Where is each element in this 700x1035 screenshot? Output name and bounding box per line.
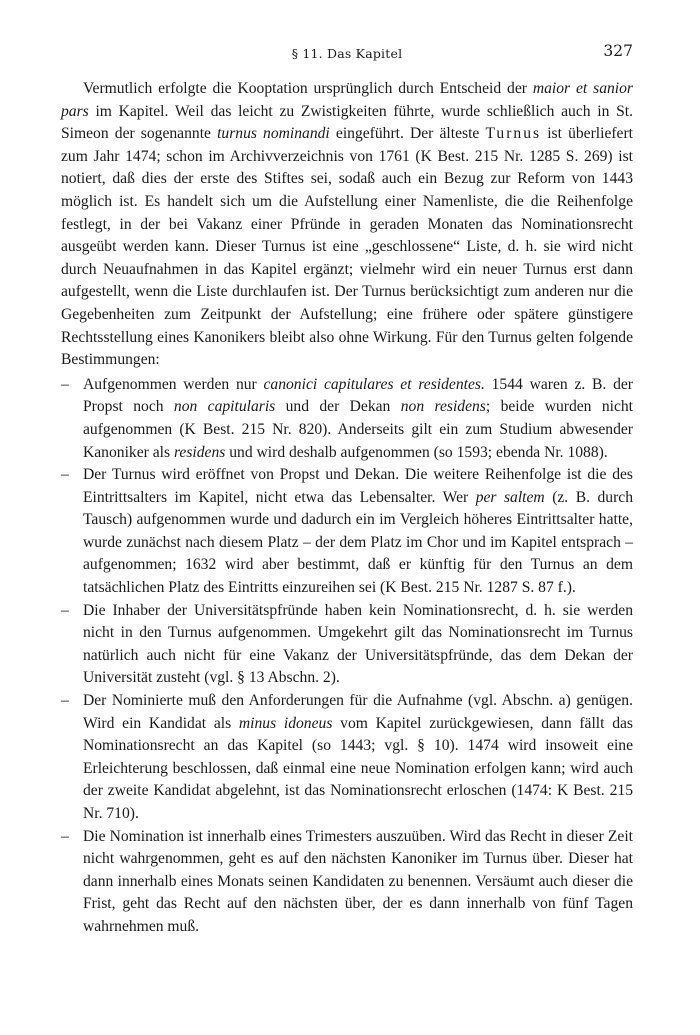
list-item xyxy=(61,826,633,939)
text-run: Vermutlich erfolgte die Kooptation ursprünglich durch Entscheid der xyxy=(83,80,533,97)
text-run: und wird deshalb aufgenommen (so 1593; ebenda Nr. 1088). xyxy=(225,443,608,461)
list-dash: – xyxy=(61,601,69,619)
text-run: Die Inhaber der Universitätspfründe haben kein Nominationsrecht, d. h. sie werden nicht in den Turnus aufgenommen. Umgekehrt gilt das Nominationsrecht im Turnus natürlich auch nicht für eine Vakanz der Universitätspfründe, das dem Dekan der Universität zusteht (vgl. § 13 Abschn. 2). xyxy=(83,601,633,687)
text-run: Der Nominierte muß den Anforderungen für die Aufnahme (vgl. Abschn. a) genügen. Wird ein Kandidat als xyxy=(83,692,633,732)
spaced-term: Turnus xyxy=(485,125,542,143)
section-title: § 11. Das Kapitel xyxy=(291,46,403,61)
latin-term: turnus nominandi xyxy=(217,125,330,143)
latin-term: per saltem xyxy=(475,488,545,506)
text-run: im Kapitel. Weil das leicht zu Zwistigkeiten führte, wurde schließlich auch in St. Simeon der sogenannte xyxy=(61,102,633,143)
list-dash: – xyxy=(61,466,69,484)
list-dash: – xyxy=(61,692,69,710)
body-text xyxy=(61,78,633,939)
text-run: ist überliefert zum Jahr 1474; schon im Archivverzeichnis von 1761 (K Best. 215 Nr. 1285 S. 269) ist notiert, daß dies der erste des Stiftes sei, sodaß auch ein Bezug zur Reform von 1443 möglich ist. Es handelt sich um die Aufstellung einer Namenliste, die die Reihenfolge festlegt, in der bei Vakanz einer Pfründe in geraden Monaten das Nominationsrecht ausgeübt werden kann. Dieser Turnus ist eine „geschlossene“ Liste, d. h. sie wird nicht durch Neuaufnahmen in das Kapitel ergänzt; vielmehr wird ein neuer Turnus erst dann aufgestellt, wenn die Liste durchlaufen ist. Der Turnus berücksichtigt zum anderen nur die Gegebenheiten zum Zeitpunkt der Aufstellung; eine frühere oder spätere günstigere Rechtsstellung eines Kanonikers bleibt also ohne Wirkung. Für den Turnus gelten folgende Bestimmungen: xyxy=(61,125,634,369)
text-run: eingeführt. Der älteste xyxy=(329,125,486,143)
list-item xyxy=(61,600,633,690)
latin-term: minus idoneus xyxy=(238,714,333,732)
text-run: (z. B. durch Tausch) aufgenommen wurde und dadurch ein im Vergleich höheres Eintrittsalter hatte, wurde zunächst nach diesem Platz – der dem Platz im Chor und im Kapitel entsprach – aufgenommen; 1632 wird aber bestimmt, daß er künftig für den Turnus an dem tatsächlichen Platz des Eintritts einzureihen sei (K Best. 215 Nr. 1287 S. 87 f.). xyxy=(83,488,634,597)
text-run: vom Kapitel zurückgewiesen, dann fällt das Nominationsrecht an das Kapitel (so 1443; vgl. § 10). 1474 wird insoweit eine Erleichterung beschlossen, daß einmal eine neue Nomination erfolgen kann; wird auch der zweite Kandidat abgelehnt, ist das Nominationsrecht erloschen (1474: K Best. 215 Nr. 710). xyxy=(83,714,633,822)
latin-term: residens xyxy=(173,443,226,461)
text-run: Aufgenommen werden nur xyxy=(83,375,264,393)
latin-term: maior et sanior pars xyxy=(61,80,633,120)
latin-term: canonici capitulares et residentes. xyxy=(263,375,485,393)
text-run: Die Nomination ist innerhalb eines Trimesters auszuüben. Wird das Recht in dieser Zeit nicht wahrgenommen, geht es auf den nächsten Kanoniker im Turnus über. Dieser hat dann innerhalb eines Monats seinen Kandidaten zu benennen. Versäumt auch dieser die Frist, geht das Recht auf den nächsten über, der es dann innerhalb von fünf Tagen wahrnehmen muß. xyxy=(83,827,633,935)
intro-paragraph xyxy=(61,78,633,372)
latin-term: non residens xyxy=(400,398,486,416)
text-run: Der Turnus wird eröffnet von Propst und Dekan. Die weitere Reihenfolge ist die des Eintrittsalters im Kapitel, nicht etwa das Lebensalter. Wer xyxy=(83,466,633,506)
page-number: 327 xyxy=(603,42,633,60)
list-dash: – xyxy=(61,827,69,845)
latin-term: non capitularis xyxy=(173,398,276,416)
book-page xyxy=(61,42,633,939)
text-run: 1544 waren z. B. der Propst noch xyxy=(83,375,633,416)
text-run: und der Dekan xyxy=(275,398,401,416)
rules-list xyxy=(61,374,633,939)
list-item xyxy=(61,464,633,600)
list-item xyxy=(61,690,633,826)
list-item xyxy=(61,374,633,464)
text-run: ; beide wurden nicht aufgenommen (K Best. 215 Nr. 820). Anderseits gilt ein zum Studium abwesender Kanoniker als xyxy=(83,398,634,461)
running-head xyxy=(61,42,633,68)
list-dash: – xyxy=(61,375,69,393)
